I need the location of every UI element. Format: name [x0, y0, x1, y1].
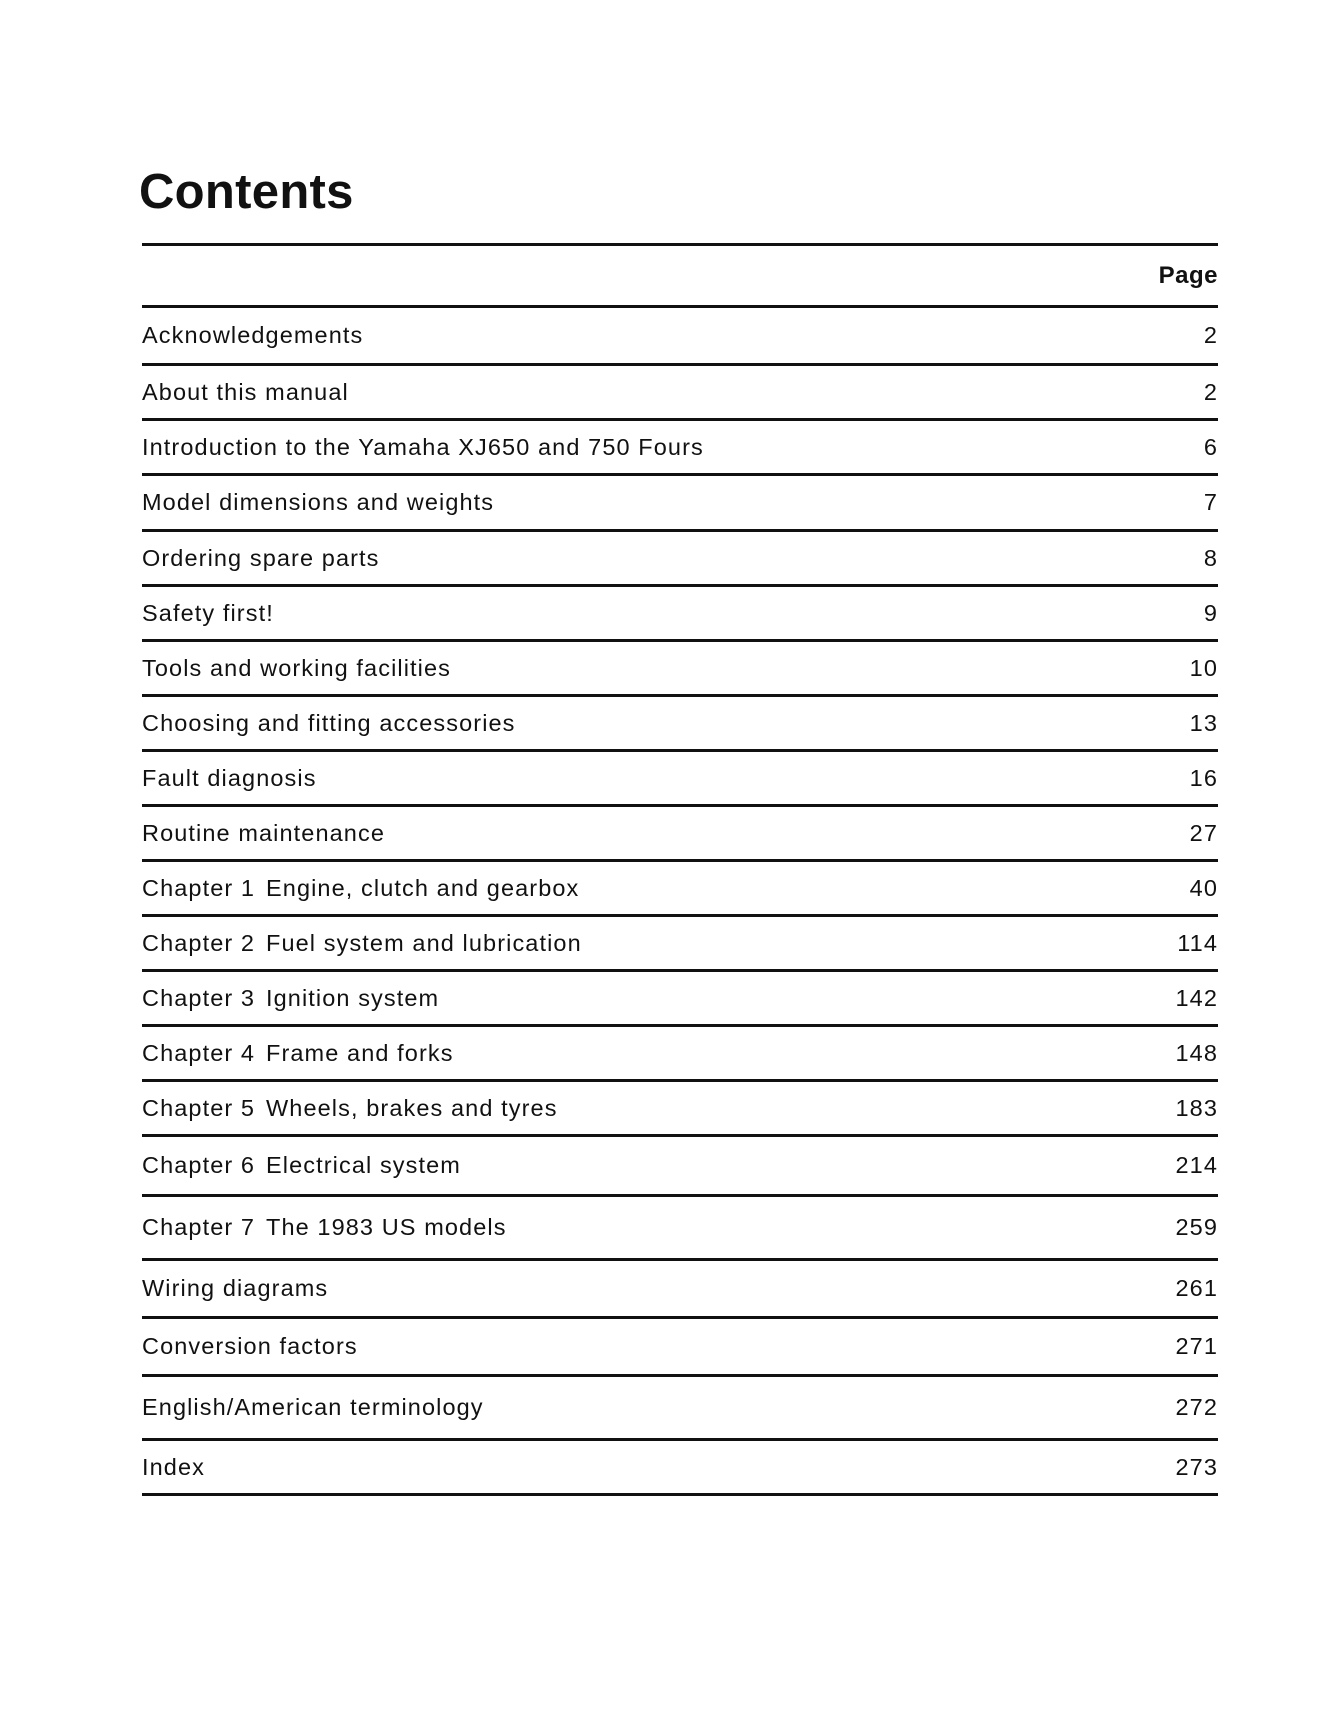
toc-entry-page: 16	[1189, 764, 1218, 791]
chapter-label: Chapter 1	[142, 874, 256, 901]
toc-entry-title	[142, 875, 579, 902]
toc-entry-page: 13	[1189, 709, 1218, 736]
page-column-header: Page	[1158, 261, 1218, 289]
toc-entry-text: Acknowledgements	[142, 322, 364, 348]
toc-entry-text: Routine maintenance	[142, 819, 385, 846]
toc-entry-page: 2	[1203, 378, 1218, 405]
toc-entry	[142, 752, 1218, 804]
toc-entry-text: Engine, clutch and gearbox	[266, 874, 580, 901]
toc-entry	[142, 421, 1218, 473]
toc-entry-text: Model dimensions and weights	[142, 489, 495, 515]
chapter-label: Chapter 6	[142, 1152, 256, 1178]
toc-entry	[142, 1319, 1218, 1374]
toc-entry-title	[142, 379, 349, 406]
toc-entry-text: Tools and working facilities	[142, 654, 452, 681]
toc-entry	[142, 1377, 1218, 1438]
toc-entry	[142, 1261, 1218, 1316]
toc-entry-title	[142, 1275, 328, 1302]
toc-entry-title	[142, 322, 363, 349]
toc-entry	[142, 308, 1218, 363]
toc-entry	[142, 697, 1218, 749]
toc-entry-page: 183	[1175, 1094, 1218, 1121]
chapter-label: Chapter 4	[142, 1039, 256, 1066]
toc-entry-title	[142, 434, 704, 461]
toc-entry-text: Wiring diagrams	[142, 1275, 329, 1301]
page-column-header-row	[142, 246, 1218, 305]
toc-entry-text: Ignition system	[266, 984, 440, 1011]
toc-entry-page: 2	[1203, 322, 1218, 348]
toc-entry-page: 40	[1189, 874, 1218, 901]
toc-entry-title	[142, 765, 317, 792]
divider	[142, 1493, 1218, 1496]
toc-entry-title	[142, 710, 516, 737]
toc-entry-page: 261	[1175, 1275, 1218, 1301]
toc-entry-text: Fault diagnosis	[142, 764, 317, 791]
toc-entry-text: Safety first!	[142, 599, 274, 626]
toc-entry-page: 272	[1175, 1394, 1218, 1420]
toc-entry-text: About this manual	[142, 378, 349, 405]
toc-entry	[142, 972, 1218, 1024]
toc-entry-text: Electrical system	[266, 1152, 461, 1178]
toc-entry-page: 8	[1203, 544, 1218, 571]
toc-entry-page: 259	[1175, 1214, 1218, 1240]
toc-entry	[142, 366, 1218, 418]
toc-entry-text: The 1983 US models	[266, 1214, 507, 1240]
toc-entry	[142, 587, 1218, 639]
toc-entry	[142, 642, 1218, 694]
chapter-label: Chapter 7	[142, 1214, 256, 1240]
toc-entry-title	[142, 1040, 454, 1067]
toc-entry-page: 142	[1175, 984, 1218, 1011]
contents-table	[142, 243, 1218, 1496]
contents-entries	[142, 308, 1218, 1496]
toc-entry-title	[142, 1152, 461, 1179]
toc-entry-title	[142, 655, 451, 682]
toc-entry-text: English/American terminology	[142, 1394, 484, 1420]
toc-entry-title	[142, 1394, 484, 1421]
toc-entry-page: 6	[1203, 433, 1218, 460]
toc-entry	[142, 1082, 1218, 1134]
toc-entry-page: 7	[1203, 489, 1218, 515]
page-title: Contents	[139, 165, 354, 219]
toc-entry-title	[142, 545, 380, 572]
toc-entry-text: Index	[142, 1453, 205, 1480]
toc-entry-page: 271	[1175, 1333, 1218, 1359]
toc-entry-title	[142, 930, 582, 957]
toc-entry-title	[142, 985, 439, 1012]
toc-entry-text: Conversion factors	[142, 1333, 358, 1359]
toc-entry-page: 27	[1189, 819, 1218, 846]
toc-entry-title	[142, 820, 385, 847]
toc-entry-page: 10	[1189, 654, 1218, 681]
toc-entry-text: Fuel system and lubrication	[266, 929, 582, 956]
toc-entry	[142, 1137, 1218, 1194]
toc-entry-text: Introduction to the Yamaha XJ650 and 750 Fours	[142, 433, 704, 460]
toc-entry-page: 214	[1175, 1152, 1218, 1178]
toc-entry	[142, 476, 1218, 529]
toc-entry	[142, 1027, 1218, 1079]
toc-entry	[142, 532, 1218, 584]
toc-entry-title	[142, 1095, 558, 1122]
toc-entry	[142, 917, 1218, 969]
toc-entry-text: Wheels, brakes and tyres	[266, 1094, 558, 1121]
toc-entry-title	[142, 1214, 507, 1241]
toc-entry-title	[142, 1333, 358, 1360]
toc-entry-text: Ordering spare parts	[142, 544, 380, 571]
chapter-label: Chapter 2	[142, 929, 256, 956]
toc-entry-page: 273	[1175, 1453, 1218, 1480]
toc-entry-title	[142, 600, 274, 627]
toc-entry-text: Choosing and fitting accessories	[142, 709, 516, 736]
toc-entry	[142, 1197, 1218, 1258]
toc-entry-text: Frame and forks	[266, 1039, 454, 1066]
toc-entry-title	[142, 1454, 205, 1481]
toc-entry-page: 9	[1203, 599, 1218, 626]
toc-entry-title	[142, 489, 494, 516]
toc-entry-page: 114	[1177, 929, 1218, 956]
chapter-label: Chapter 3	[142, 984, 256, 1011]
chapter-label: Chapter 5	[142, 1094, 256, 1121]
toc-entry-page: 148	[1175, 1039, 1218, 1066]
toc-entry	[142, 1441, 1218, 1493]
toc-entry	[142, 862, 1218, 914]
toc-entry	[142, 807, 1218, 859]
